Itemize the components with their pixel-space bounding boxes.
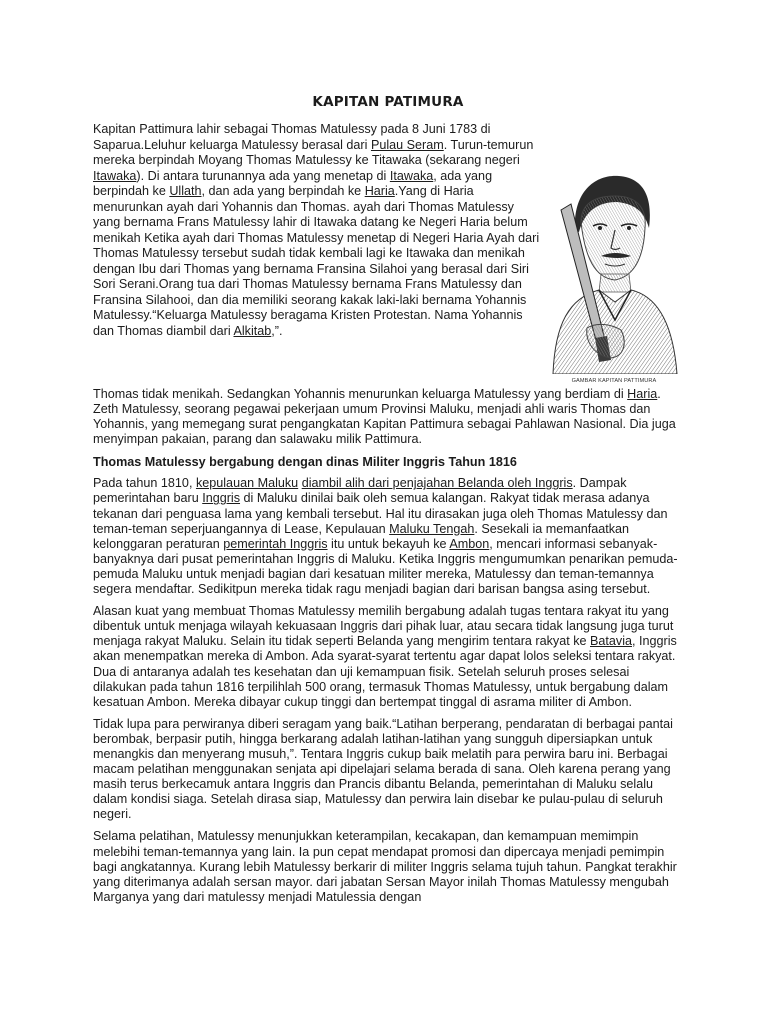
- link-itawaka-2[interactable]: Itawaka: [389, 168, 434, 183]
- link-ullath[interactable]: Ullath: [169, 184, 202, 198]
- paragraph-5: Tidak lupa para perwiranya diberi seragam yang baik.“Latihan berperang, pendaratan di berbagai pantai berombak, berpasir putih, hingga berkarang adalah latihan-latihan yang sungguh dipersiapkan untuk menangkis dan menyerang musuh,”. Tentara Inggris cukup baik melatih para perwira baru ini. Berbagai macam pelatihan menggunakan senjata api dipelajari selama berada di sana. Oleh karena perang yang masih terus berkecamuk antara Inggris dan Prancis dibantu Belanda, pemerintahan di Maluku selalu dalam kondisi siaga. Setelah dirasa siap, Matulessy dan perwira lain disebar ke pulau-pulau di seluruh negeri.: [93, 716, 673, 822]
- link-alkitab[interactable]: Alkitab: [233, 323, 272, 338]
- page-title: KAPITAN PATIMURA: [312, 94, 464, 110]
- link-pulau-seram[interactable]: Pulau Seram: [370, 137, 444, 152]
- paragraph-1: Kapitan Pattimura lahir sebagai Thomas Matulessy pada 8 Juni 1783 di Saparua.Leluhur keluarga Matulessy berasal dari Pulau Seram. Turun-temurun mereka berpindah Moyang Thomas Matulessy ke Titawaka (sekarang negeri Itawaka). Di antara turunannya ada yang menetap di Itawaka, ada yang berpindah ke Ullath, dan ada yang berpindah ke Haria.Yang di Haria menurunkan ayah dari Yohannis dan Thomas. ayah dari Thomas Matulessy yang bernama Frans Matulessy lahir di Itawaka datang ke Negeri Haria belum menikah Ketika ayah dari Thomas Matulessy menetap di Negeri Haria Ayah dari Thomas Matulessy tersebut sudah tidak kembali lagi ke Itawaka dan menikah dengan Ibu dari Thomas yang bernama Fransina Silahoi yang berasal dari Siri Sori Serani.Orang tua dari Thomas Matulessy bernama Frans Matulessy dan Fransina Silahooi, dan dia memiliki seorang kakak laki-laki bernama Yohannis Matulessy.“Keluarga Matulessy beragama Kristen Protestan. Nama Yohannis dan Thomas diambil dari Alkitab,”.: [93, 122, 540, 338]
- link-ambon[interactable]: Ambon: [449, 536, 490, 551]
- link-maluku-tengah[interactable]: Maluku Tengah: [389, 521, 475, 536]
- intro-section: [93, 122, 683, 387]
- link-batavia[interactable]: Batavia: [590, 634, 633, 649]
- portrait-image: [545, 152, 683, 374]
- paragraph-6: Selama pelatihan, Matulessy menunjukkan keterampilan, kecakapan, dan kemampuan memimpin melebihi teman-temannya yang lain. Ia pun cepat mendapat promosi dan dipercaya menjadi pemimpin bagi angkatannya. Kurang lebih Matulessy berkarir di militer Inggris selama tujuh tahun. Pangkat terakhir yang diterimanya adalah sersan mayor. dari jabatan Sersan Mayor inilah Thomas Matulessy mengubah Marganya yang dari matulessy menjadi Matulessia dengan: [93, 829, 677, 904]
- link-haria-2[interactable]: Haria: [627, 387, 658, 401]
- paragraph-3: Pada tahun 1810, kepulauan Maluku diambil alih dari penjajahan Belanda oleh Inggris. Dampak pemerintahan baru Inggris di Maluku dinilai baik oleh semua kalangan. Rakyat tidak merasa adanya tekanan dari penguasa lama yang kembali tersebut. Hal itu dirasakan juga oleh Thomas Matulessy dan teman-teman seperjuangannya di Lease, Kepulauan Maluku Tengah. Sesekali ia memanfaatkan kelonggaran peraturan pemerintah Inggris itu untuk bekayuh ke Ambon, mencari informasi sebanyak-banyaknya dari pusat pemerintahan Inggris di Maluku. Ketika Inggris mengumumkan penarikan pemuda-pemuda Maluku untuk menjadi bagian dari kesatuan militer mereka, Matulessy dan teman-temannya segera mendaftar. Sedikitpun mereka tidak ragu menjadi bagian dari barisan bangsa asing tersebut.: [93, 476, 678, 597]
- paragraph-2: Thomas tidak menikah. Sedangkan Yohannis menurunkan keluarga Matulessy yang berdiam di Haria. Zeth Matulessy, seorang pegawai pekerjaan umum Provinsi Maluku, menjadi ahli waris Thomas dan Yohannis, yang memegang surat pengangkatan Kapitan Pattimura sebagai Pahlawan Nasional. Dia juga menyimpan pakaian, parang dan salawaku milik Pattimura.: [93, 387, 676, 447]
- link-pemerintah-inggris[interactable]: pemerintah Inggris: [223, 536, 328, 551]
- link-inggris[interactable]: Inggris: [202, 491, 241, 506]
- section-heading: Thomas Matulessy bergabung dengan dinas Militer Inggris Tahun 1816: [93, 455, 517, 470]
- portrait-figure: [545, 152, 683, 384]
- link-kepulauan-maluku[interactable]: kepulauan Maluku: [195, 476, 299, 491]
- paragraph-4: Alasan kuat yang membuat Thomas Matulessy memilih bergabung adalah tugas tentara rakyat itu yang dibentuk untuk menjaga wilayah kekuasaan Inggris dari pihak luar, atau secara tidak langsung juga turut menjaga rakyat Maluku. Selain itu tidak seperti Belanda yang mengirim tentara rakyat ke Batavia, Inggris akan menempatkan mereka di Ambon. Ada syarat-syarat tertentu agar dapat lolos seleksi tentara rakyat. Dua di antaranya adalah tes kesehatan dan uji kemampuan fisik. Setelah seluruh proses selesai dilakukan pada tahun 1816 terpilihlah 500 orang, termasuk Thomas Matulessy, untuk bergabung dalam kesatuan Ambon. Mereka dibayar cukup tinggi dan bertempat tinggal di asrama militer di Ambon.: [93, 604, 677, 709]
- link-diambil-alih[interactable]: diambil alih dari penjajahan Belanda oleh Inggris: [301, 476, 573, 491]
- document-page: [93, 94, 683, 912]
- image-caption: GAMBAR KAPITAN PATTIMURA: [571, 378, 657, 384]
- link-itawaka[interactable]: Itawaka: [93, 168, 137, 183]
- link-haria[interactable]: Haria: [364, 184, 395, 198]
